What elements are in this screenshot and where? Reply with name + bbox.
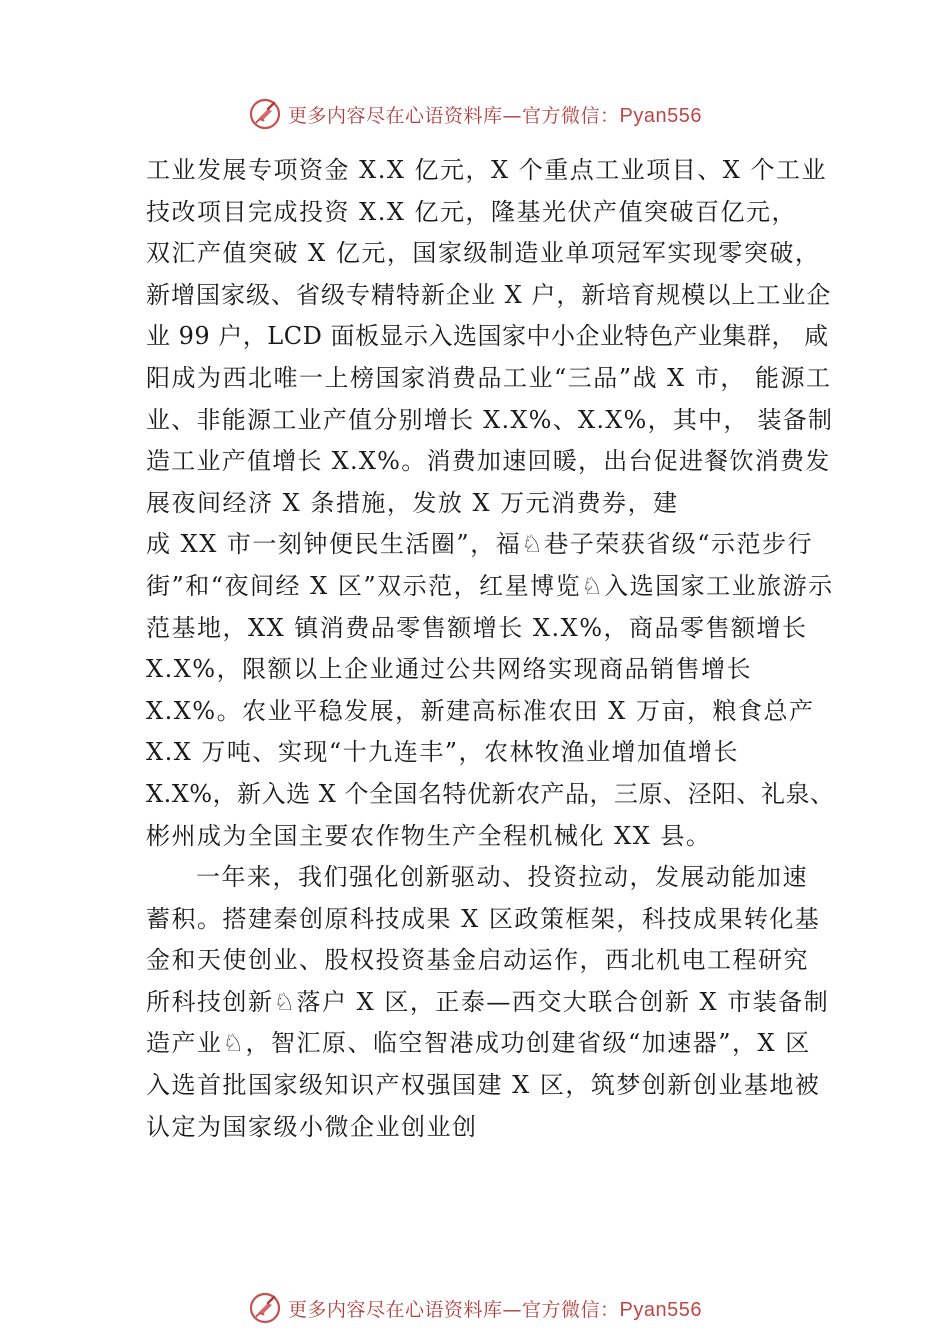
text-line: 双汇产值突破 X 亿元，国家级制造业单项冠军实现零突破， [146,239,821,268]
text-line: 金和天使创业、股权投资基金启动运作，西北机电工程研究 [146,946,809,975]
text-line: X.X%，新入选 X 个全国名特优新农产品，三原、泾阳、礼泉、 [146,779,835,808]
text-line: 街”和“夜间经 X 区”双示范，红星博览♘入选国家工业旅游示 [146,571,834,600]
header-banner [0,92,950,136]
text-line: 造产业♘，智汇原、临空智港成功创建省级“加速器”，X 区 [146,1029,811,1058]
document-body [146,150,836,1148]
header-banner-inner [248,97,702,131]
footer-banner-inner [248,1291,702,1325]
header-banner-title: 更多内容尽在心语资料库 [288,104,503,127]
footer-banner-separator: — [502,1298,523,1321]
text-line: X.X 万吨、实现“十九连丰”，农林牧渔业增加值增长 [146,738,739,767]
text-line: 工业发展专项资金 X.X 亿元，X 个重点工业项目、X 个工业 [146,156,827,184]
text-line: 造工业产值增长 X.X%。消费加速回暖，出台促进餐饮消费发 [146,447,831,476]
header-banner-wechat-id: Pyan556 [619,104,702,127]
text-line: 所科技创新♘落户 X 区，正泰—西交大联合创新 X 市装备制 [146,987,830,1016]
text-line: 认定为国家级小微企业创业创 [146,1112,478,1141]
text-line: 技改项目完成投资 X.X 亿元，隆基光伏产值突破百亿元， [146,197,798,226]
header-banner-text [288,101,702,128]
header-banner-separator: — [502,104,523,127]
text-line: 成 XX 市一刻钟便民生活圈”，福♘巷子荣获省级“示范步行 [146,530,813,559]
library-logo-icon [248,97,282,131]
text-line: 业 99 户，LCD 面板显示入选国家中小企业特色产业集群， 咸 [146,322,829,351]
text-line: 阳成为西北唯一上榜国家消费品工业“三品”战 X 市， 能源工 [146,363,832,392]
header-banner-wechat-label: 官方微信： [522,104,620,127]
text-line: 蓄积。搭建秦创原科技成果 X 区政策框架，科技成果转化基 [146,904,821,933]
text-line: 业、非能源工业产值分别增长 X.X%、X.X%，其中， 装备制 [146,405,834,434]
footer-banner-wechat-label: 官方微信： [522,1298,620,1321]
text-line: 彬州成为全国主要农作物生产全程机械化 XX 县。 [146,821,712,850]
library-logo-icon [248,1291,282,1325]
text-line: X.X%，限额以上企业通过公共网络实现商品销售增长 [146,655,753,684]
footer-banner-title: 更多内容尽在心语资料库 [288,1298,503,1321]
text-line: 范基地，XX 镇消费品零售额增长 X.X%，商品零售额增长 [146,613,808,642]
footer-banner-wechat-id: Pyan556 [619,1298,702,1321]
text-line: X.X%。农业平稳发展，新建高标准农田 X 万亩，粮食总产 [146,696,815,725]
text-line: 新增国家级、省级专精特新企业 X 户，新培育规模以上工业企 [146,280,832,309]
footer-banner [0,1286,950,1330]
text-line: 一年来，我们强化创新驱动、投资拉动，发展动能加速 [196,863,808,892]
footer-banner-text [288,1295,702,1322]
text-line: 展夜间经济 X 条措施，发放 X 万元消费券，建 [146,488,679,517]
text-line: 入选首批国家级知识产权强国建 X 区，筑梦创新创业基地被 [146,1071,821,1100]
